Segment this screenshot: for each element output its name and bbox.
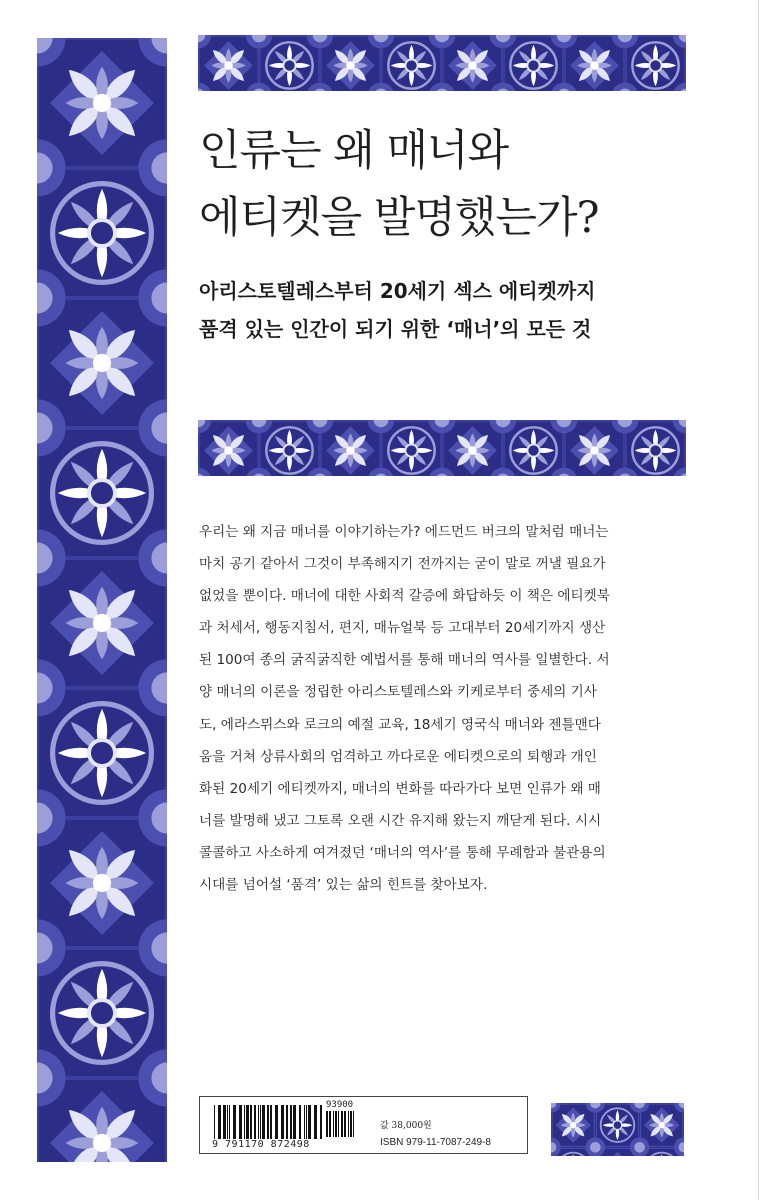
description-line: 시대를 넘어설 ‘품격’ 있는 삶의 힌트를 찾아보자. <box>199 877 488 894</box>
description-line: 과 처세서, 행동지침서, 편지, 매뉴얼북 등 고대부터 20세기까지 생산 <box>199 620 606 637</box>
description-line: 양 매너의 이론을 정립한 아리스토텔레스와 키케로부터 중세의 기사 <box>199 684 597 701</box>
description-line: 콜콜하고 사소하게 여겨졌던 ‘매너의 역사’를 통해 무례함과 불관용의 <box>199 844 606 861</box>
description-line: 움을 거쳐 상류사회의 엄격하고 까다로운 에티켓으로의 퇴행과 개인 <box>199 748 597 765</box>
barcode-digits: 9 791170 872498 <box>212 1139 310 1150</box>
book-subtitle <box>199 272 719 348</box>
title-line: 인류는 왜 매너와 <box>199 126 509 176</box>
barcode-addon: 93900 <box>326 1100 354 1110</box>
title-line: 에티켓을 발명했는가? <box>199 193 599 243</box>
description-line: 우리는 왜 지금 매너를 이야기하는가? 에드먼드 버크의 말처럼 매너는 <box>199 524 609 540</box>
book-title <box>199 118 719 252</box>
price-label: 값 38,000원 <box>380 1121 432 1131</box>
description-line: 화된 20세기 에티켓까지, 매너의 변화를 따라가다 보면 인류가 왜 매 <box>199 780 601 797</box>
description-line: 된 100여 종의 굵직굵직한 예법서를 통해 매너의 역사를 일별한다. 서 <box>199 652 610 669</box>
description-paragraph <box>199 516 691 901</box>
description-line: 없었을 뿐이다. 매너에 대한 사회적 갈증에 화답하듯 이 책은 에티켓북 <box>199 588 610 605</box>
top-tile-band <box>198 35 686 91</box>
subtitle-line: 품격 있는 인간이 되기 위한 ‘매너’의 모든 것 <box>199 317 592 341</box>
barcode-icon <box>214 1105 322 1139</box>
isbn-label: ISBN 979-11-7087-249-8 <box>380 1137 491 1148</box>
description-line: 마치 공기 같아서 그것이 부족해지기 전까지는 굳이 말로 꺼낼 필요가 <box>199 556 606 573</box>
addon-barcode-icon <box>326 1111 366 1137</box>
description-line: 도, 에라스뮈스와 로크의 예절 교육, 18세기 영국식 매너와 젠틀맨다 <box>199 716 601 733</box>
middle-tile-band <box>198 420 686 476</box>
spine-edge <box>758 0 759 1200</box>
barcode-box <box>199 1096 528 1154</box>
description-line: 너를 발명해 냈고 그토록 오랜 시간 유지해 왔는지 깨닫게 된다. 시시 <box>199 812 602 829</box>
subtitle-line: 아리스토텔레스부터 20세기 섹스 에티켓까지 <box>199 279 596 303</box>
left-tile-strip <box>37 38 167 1162</box>
bottom-tile-band <box>551 1103 684 1156</box>
